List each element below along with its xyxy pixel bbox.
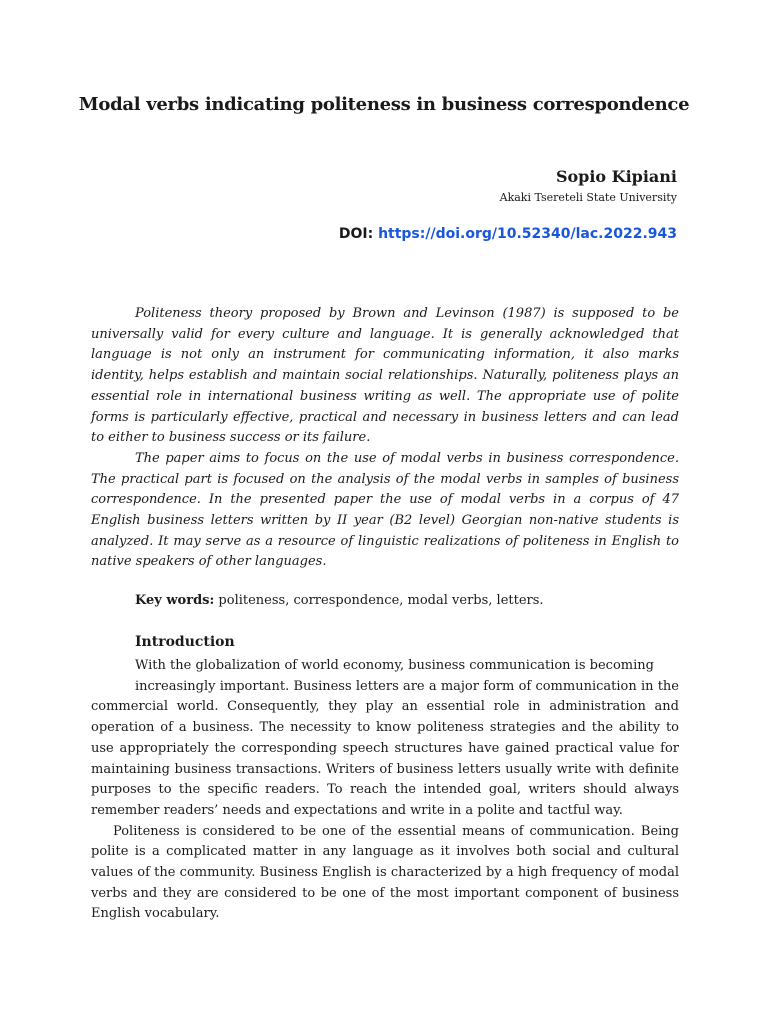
paper-title: Modal verbs indicating politeness in business correspondence	[78, 94, 690, 115]
abstract	[91, 304, 679, 573]
introduction-paragraph-1: increasingly important. Business letters are a major form of communication in the commercial world. Consequently, they play an essential role in administration and operation of a business. The necessity to know politeness strategies and the ability to use appropriately the corresponding speech structures have gained practical value for maintaining business transactions. Writers of business letters usually write with definite purposes to the specific readers. To reach the intended goal, writers should always remember readers’ needs and expectations and write in a polite and tactful way.	[91, 678, 679, 818]
author-name: Sopio Kipiani	[555, 167, 677, 186]
doi-label: DOI:	[338, 226, 374, 242]
abstract-paragraph-2: The paper aims to focus on the use of modal verbs in business correspondence. The practical part is focused on the analysis of the modal verbs in samples of business correspondence. In the presented paper the use of modal verbs in a corpus of 47 English business letters written by II year (B2 level) Georgian non-native students is analyzed. It may serve as a resource of linguistic realizations of politeness in English to native speakers of other languages.	[91, 450, 679, 570]
introduction-first-line: With the globalization of world economy, business communication is becoming	[135, 658, 654, 673]
introduction-paragraph-2: Politeness is considered to be one of the essential means of communication. Being polite is a complicated matter in any language as it involves both social and cultural values of the community. Business English is characterized by a high frequency of modal verbs and they are considered to be one of the most important component of business English vocabulary.	[91, 823, 679, 922]
introduction-heading: Introduction	[135, 634, 235, 650]
doi-line	[339, 226, 677, 242]
doi-link[interactable]: https://doi.org/10.52340/lac.2022.943	[378, 226, 677, 242]
abstract-paragraph-1: Politeness theory proposed by Brown and Levinson (1987) is supposed to be universally valid for every culture and language. It is generally acknowledged that language is not only an instrument for communicating information, it also marks identity, helps establish and maintain social relationships. Naturally, politeness plays an essential role in international business writing as well. The appropriate use of polite forms is particularly effective, practical and necessary in business letters and can lead to either to business success or its failure.	[91, 306, 679, 446]
introduction-body	[91, 656, 679, 925]
author-affiliation: Akaki Tsereteli State University	[499, 191, 677, 204]
keywords-label: Key words:	[135, 593, 215, 608]
keywords	[135, 591, 679, 612]
keywords-value: politeness, correspondence, modal verbs, letters.	[214, 593, 544, 608]
